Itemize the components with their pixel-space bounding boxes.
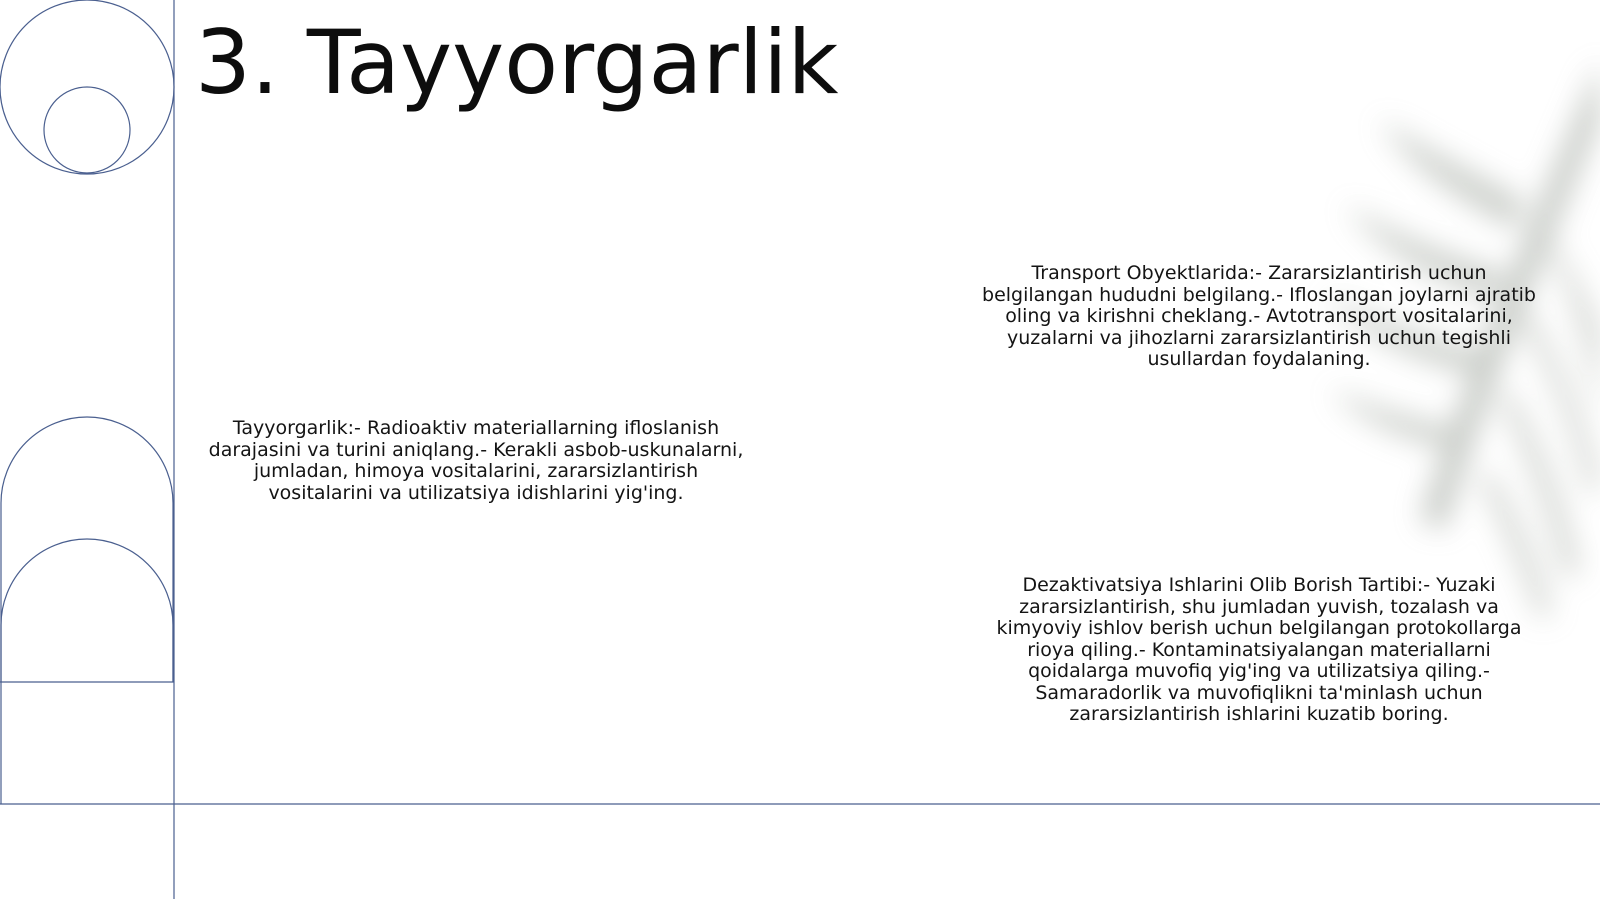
preparation-paragraph: Tayyorgarlik:- Radioaktiv materiallarning ifloslanish darajasini va turini aniqlang.- Kerakli asbob-uskunalarni, jumladan, himoya vositalarini, zararsizlantirish vositalarini va utilizatsiya idishlarini yig'ing. — [208, 417, 744, 504]
small-circle — [44, 87, 130, 173]
slide-title: 3. Tayyorgarlik — [195, 11, 839, 114]
lower-arch — [1, 539, 173, 682]
upper-arch — [1, 417, 173, 682]
transport-paragraph: Transport Obyektlarida:- Zararsizlantirish uchun belgilangan hududni belgilang.- Ifloslangan joylarni ajratib oling va kirishni cheklang.- Avtotransport vositalarini, yuzalarni va jihozlarni zararsizlantirish uchun tegishli usullardan foydalaning. — [982, 262, 1536, 370]
procedure-paragraph: Dezaktivatsiya Ishlarini Olib Borish Tartibi:- Yuzaki zararsizlantirish, shu jumladan yuvish, tozalash va kimyoviy ishlov berish uchun belgilangan protokollarga rioya qiling.- Kontaminatsiyalangan materiallarni qoidalarga muvofiq yig'ing va utilizatsiya qiling.- Samaradorlik va muvofiqlikni ta'minlash uchun zararsizlantirish ishlarini kuzatib boring. — [996, 574, 1522, 725]
